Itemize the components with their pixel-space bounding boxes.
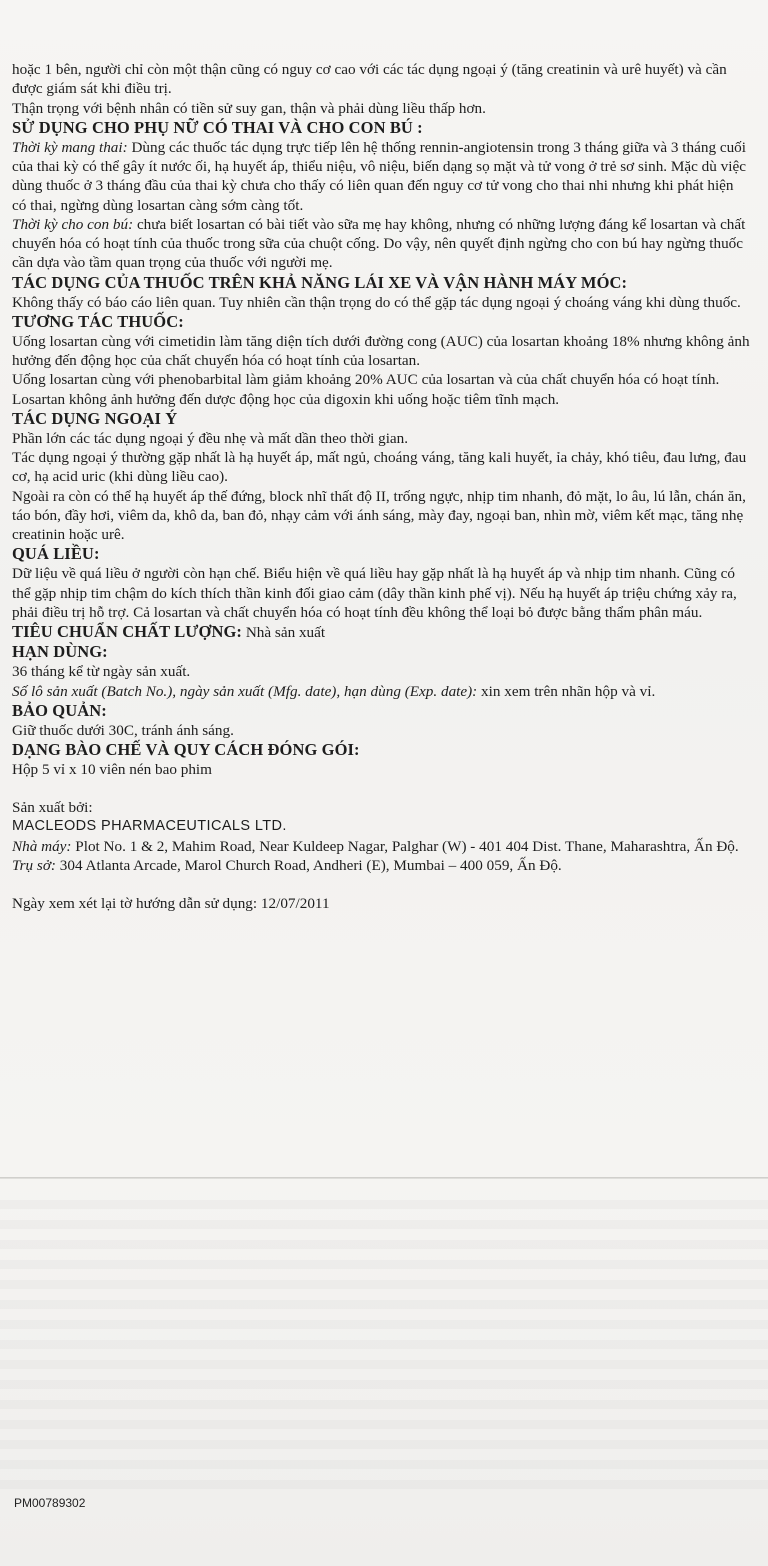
factory-label: Nhà máy: [12,837,72,855]
pregnancy-label: Thời kỳ mang thai: [12,138,128,156]
interactions-paragraph-2: Uống losartan cùng với phenobarbital làm giảm khoảng 20% AUC của losartan và của chất chuyển hóa có hoạt tính. [12,371,720,389]
packaging-text: Hộp 5 vỉ x 10 viên nén bao phim [12,760,212,778]
batch-label: Số lô sản xuất (Batch No.), ngày sản xuất (Mfg. date), hạn dùng (Exp. date): [12,682,478,700]
paper-fold-line [0,1177,768,1179]
quality-text: Nhà sản xuất [242,624,326,642]
batch-text: xin xem trên nhãn hộp và vỉ. [477,682,656,700]
leaflet-content [12,60,750,913]
intro-paragraph-1: hoặc 1 bên, người chỉ còn một thận cũng có nguy cơ cao với các tác dụng ngoại ý (tăng creatinin và urê huyết) và cần được giám sát khi điều trị. [12,61,727,98]
side-effects-paragraph-1: Phần lớn các tác dụng ngoại ý đều nhẹ và mất dần theo thời gian. [12,429,409,447]
office-paragraph [12,856,750,875]
show-through-texture [0,1200,768,1490]
office-text: 304 Atlanta Arcade, Marol Church Road, Andheri (E), Mumbai – 400 059, Ấn Độ. [55,856,562,874]
side-effects-paragraph-3: Ngoài ra còn có thể hạ huyết áp thế đứng, block nhĩ thất độ II, trống ngực, nhịp tim nhanh, đỏ mặt, lo âu, lú lẫn, chán ăn, táo bón, đầy hơi, viêm da, khô da, ban đỏ, nhạy cảm với ánh sáng, mày đay, ngoại ban, nhìn mờ, viêm kết mạc, tăng nhẹ creatinin hoặc urê. [12,487,746,544]
expiry-text: 36 tháng kể từ ngày sản xuất. [12,663,191,681]
quality-heading: TIÊU CHUẨN CHẤT LƯỢNG: [12,622,243,642]
lactation-paragraph [12,215,750,273]
batch-paragraph [12,682,750,701]
intro-paragraph-2: Thận trọng với bệnh nhân có tiền sử suy gan, thận và phải dùng liều thấp hơn. [12,99,486,117]
side-effects-paragraph-2: Tác dụng ngoại ý thường gặp nhất là hạ huyết áp, mất ngủ, choáng váng, tăng kali huyết, ỉa chảy, khó tiêu, đau lưng, đau cơ, hạ acid uric (khi dùng liều cao). [12,448,747,486]
storage-text: Giữ thuốc dưới 30C, tránh ánh sáng. [12,721,234,739]
lactation-label: Thời kỳ cho con bú: [12,215,134,233]
lactation-text: chưa biết losartan có bài tiết vào sữa mẹ hay không, nhưng có những lượng đáng kể losartan và chất chuyển hóa có hoạt tính của thuốc trong sữa của chuột cống. Do vậy, nên quyết định ngừng cho con bú hay ngừng thuốc cần dựa vào tầm quan trọng của thuốc với người mẹ. [12,215,746,272]
packaging-heading: DẠNG BÀO CHẾ VÀ QUY CÁCH ĐÓNG GÓI: [12,739,360,759]
overdose-text: Dữ liệu về quá liều ở người còn hạn chế. Biểu hiện về quá liều hay gặp nhất là hạ huyết áp và nhịp tim nhanh. Cũng có thể gặp nhịp tim chậm do kích thích thần kinh đối giao cảm (dây thần kinh phế vị). Nếu hạ huyết áp triệu chứng xảy ra, phải điều trị hỗ trợ. Cả losartan và chất chuyển hóa có hoạt tính đều không thể loại bỏ được bằng thẩm phân máu. [12,565,737,621]
pregnancy-paragraph [12,138,750,215]
spacer [12,779,750,798]
interactions-paragraph-1: Uống losartan cùng với cimetidin làm tăng diện tích dưới đường cong (AUC) của losartan khoảng 18% nhưng không ảnh hưởng đến động học của chất chuyển hóa có hoạt tính của losartan. [12,332,750,369]
driving-text: Không thấy có báo cáo liên quan. Tuy nhiên cần thận trọng do có thể gặp tác dụng ngoại ý choáng váng khi dùng thuốc. [12,293,741,311]
office-label: Trụ sở: [12,856,56,874]
driving-heading: TÁC DỤNG CỦA THUỐC TRÊN KHẢ NĂNG LÁI XE VÀ VẬN HÀNH MÁY MÓC: [12,272,628,292]
factory-paragraph [12,837,750,856]
pregnancy-heading: SỬ DỤNG CHO PHỤ NỮ CÓ THAI VÀ CHO CON BÚ : [12,117,423,137]
factory-text: Plot No. 1 & 2, Mahim Road, Near Kuldeep Nagar, Palghar (W) - 401 404 Dist. Thane, Maharashtra, Ấn Độ. [71,837,739,855]
interactions-paragraph-3: Losartan không ảnh hưởng đến dược động học của digoxin khi uống hoặc tiêm tĩnh mạch. [12,390,560,408]
side-effects-heading: TÁC DỤNG NGOẠI Ý [12,408,178,428]
storage-heading: BẢO QUẢN: [12,700,107,720]
spacer [12,875,750,894]
expiry-heading: HẠN DÙNG: [12,642,108,662]
pregnancy-text: Dùng các thuốc tác dụng trực tiếp lên hệ thống rennin-angiotensin trong 3 tháng giữa và 3 tháng cuối của thai kỳ có thể gây ít nước ối, hạ huyết áp, thiểu niệu, vô niệu, biến dạng sọ mặt và tử vong ở trẻ sơ sinh. Mặc dù việc dùng thuốc ở 3 tháng đầu của thai kỳ chưa cho thấy có liên quan đến nguy cơ tử vong cho thai nhi nhưng khi phát hiện có thai, ngừng dùng losartan càng sớm càng tốt. [12,138,746,214]
document-code: PM00789302 [14,1496,86,1510]
manufacturer-name: MACLEODS PHARMACEUTICALS LTD. [12,818,287,835]
interactions-heading: TƯƠNG TÁC THUỐC: [12,311,184,331]
manufacturer-label: Sản xuất bởi: [12,798,93,816]
overdose-heading: QUÁ LIỀU: [12,544,100,564]
review-date: Ngày xem xét lại tờ hướng dẫn sử dụng: 12/07/2011 [12,895,330,913]
quality-line [12,622,750,642]
